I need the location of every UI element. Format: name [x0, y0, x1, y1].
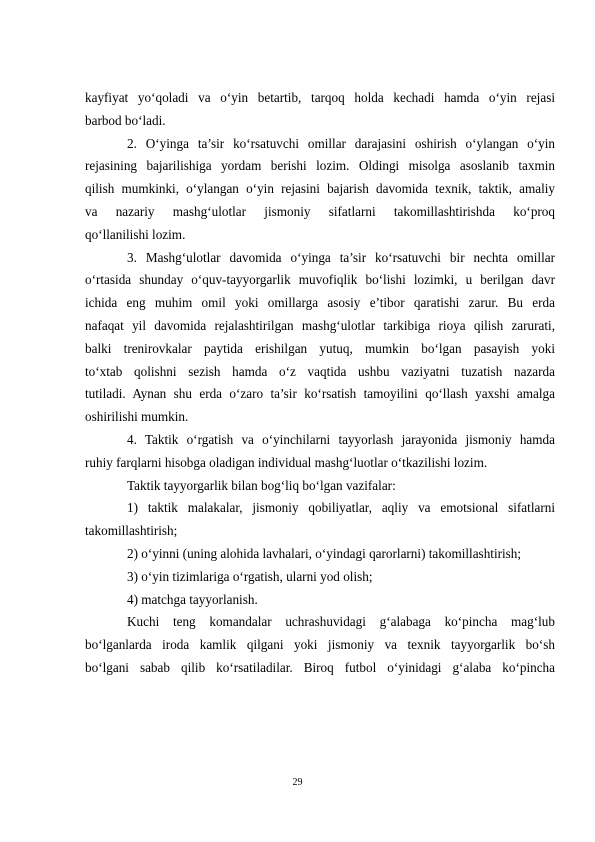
text-line: 2) o‘yinni (uning alohida lavhalari, o‘yindagi qarorlarni) takomillashtirish;	[127, 545, 522, 561]
text-line: takomillashtirish;	[85, 523, 178, 539]
text-line: oshirilishi mumkin.	[85, 409, 189, 425]
text-line: qo‘llanilishi lozim.	[85, 226, 186, 242]
body-text	[85, 87, 555, 680]
text-line: Taktik tayyorgarlik bilan bog‘liq bo‘lgan vazifalar:	[127, 477, 396, 493]
text-line: balki trenirovkalar paytida erishilgan yutuq, mumkin bo‘lgan pasayish yoki	[85, 340, 555, 356]
text-line: qilish mumkinki, o‘ylangan o‘yin rejasini bajarish davomida texnik, taktik, amaliy	[85, 181, 555, 197]
text-line: ruhiy farqlarni hisobga oladigan individual mashg‘luotlar o‘tkazilishi lozim.	[85, 454, 488, 470]
text-line: ichida eng muhim omil yoki omillarga asosiy e’tibor qaratishi zarur. Bu erda	[85, 295, 555, 311]
text-line: 3. Mashg‘ulotlar davomida o‘yinga ta’sir ko‘rsatuvchi bir nechta omillar	[127, 249, 555, 265]
text-line: kayfiyat yo‘qoladi va o‘yin betartib, tarqoq holda kechadi hamda o‘yin rejasi	[85, 90, 555, 105]
text-line: 4. Taktik o‘rgatish va o‘yinchilarni tayyorlash jarayonida jismoniy hamda	[127, 431, 555, 447]
text-line: o‘rtasida shunday o‘quv-tayyorgarlik muvofiqlik bo‘lishi lozimki, u berilgan davr	[85, 272, 555, 288]
text-line: 3) o‘yin tizimlariga o‘rgatish, ularni yod olish;	[127, 568, 373, 584]
text-line: bo‘lganlarda iroda kamlik qilgani yoki jismoniy va texnik tayyorgarlik bo‘sh	[85, 637, 555, 653]
text-line: tutiladi. Aynan shu erda o‘zaro ta’sir ko‘rsatish tamoyilini qo‘llash yaxshi amalga	[85, 386, 555, 402]
text-line: 4) matchga tayyorlanish.	[127, 591, 258, 607]
text-line: barbod bo‘ladi.	[85, 112, 166, 128]
text-line: bo‘lgani sabab qilib ko‘rsatiladilar. Biroq futbol o‘yinidagi g‘alaba ko‘pincha	[85, 659, 555, 675]
text-line: to‘xtab qolishni sezish hamda o‘z vaqtida ushbu vaziyatni tuzatish nazarda	[85, 363, 555, 379]
text-line: 1) taktik malakalar, jismoniy qobiliyatlar, aqliy va emotsional sifatlarni	[127, 500, 555, 516]
text-line: nafaqat yil davomida rejalashtirilgan mashg‘ulotlar tarkibiga rioya qilish zarurati,	[85, 317, 555, 333]
text-line: rejasining bajarilishiga yordam berishi lozim. Oldingi misolga asoslanib taxmin	[85, 158, 555, 174]
page-number: 29	[292, 777, 303, 788]
text-line: va nazariy mashg‘ulotlar jismoniy sifatlarni takomillashtirishda ko‘proq	[85, 203, 555, 219]
text-line: Kuchi teng komandalar uchrashuvidagi g‘alabaga ko‘pincha mag‘lub	[127, 614, 555, 630]
text-line: 2. O‘yinga ta’sir ko‘rsatuvchi omillar darajasini oshirish o‘ylangan o‘yin	[127, 135, 555, 151]
